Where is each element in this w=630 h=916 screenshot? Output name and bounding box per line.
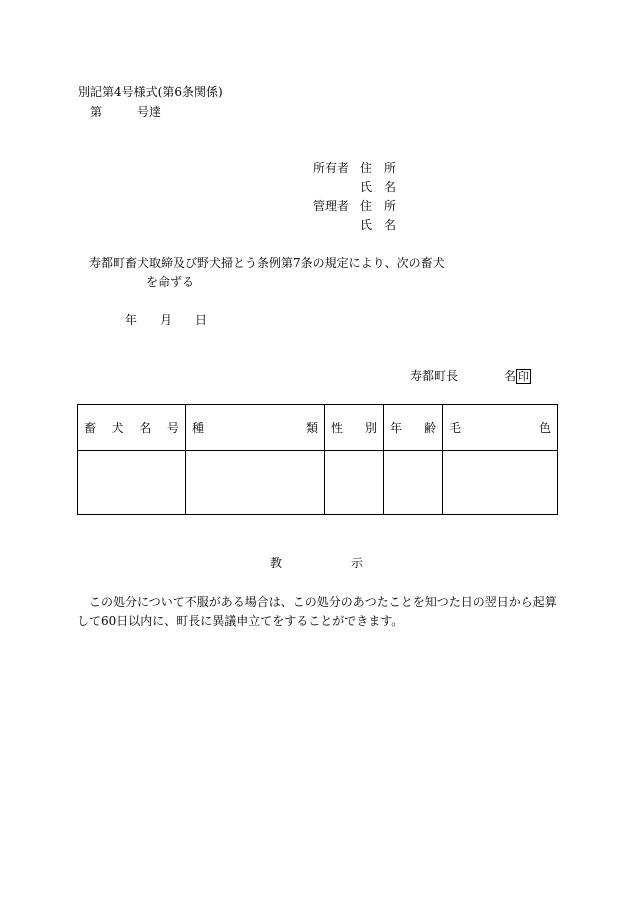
owner-address-char-1: 住 [360,161,373,175]
seal-mark: 印 [518,370,530,383]
notice-title-char-2: 示 [351,556,364,570]
issuer-title: 寿都町長 [410,369,459,383]
manager-name-char-2: 名 [384,218,397,232]
order-text-line-1: 寿都町畜犬取締及び野犬掃とう条例第7条の規定により、次の畜犬 [89,256,445,270]
issuer-name-mark [504,368,531,384]
owner-name-char-2: 名 [384,180,397,194]
cell-coat-color [443,451,558,515]
cell-breed [186,451,325,515]
order-text-line-2: を命ずる [146,275,195,289]
notice-text-line-1: この処分について不服がある場合は、この処分のあつたことを知つた日の翌日から起算 [89,595,557,609]
cell-sex [325,451,384,515]
manager-address-char-1: 住 [360,199,373,213]
header-dog-name: 畜 犬 名 号 [78,405,186,451]
date-month: 月 [160,313,173,327]
date-year: 年 [125,313,138,327]
manager-name-char-1: 氏 [360,218,373,232]
number-suffix: 号達 [137,105,162,119]
header-coat-color: 毛 色 [443,405,558,451]
date-day: 日 [195,313,208,327]
notice-text-line-2: して60日以内に、町長に異議申立てをすることができます。 [77,614,404,628]
header-breed: 種 類 [186,405,325,451]
owner-address-char-2: 所 [384,161,397,175]
notice-title-char-1: 教 [270,556,283,570]
owner-label: 所有者 [313,161,350,175]
header-sex: 性 別 [325,405,384,451]
name-mark-text: 名 [504,369,517,383]
dog-info-table [77,404,558,515]
table-row [78,451,558,515]
manager-label: 管理者 [313,199,350,213]
cell-dog-name [78,451,186,515]
number-prefix: 第 [90,105,103,119]
manager-address-char-2: 所 [384,199,397,213]
header-age: 年 齢 [384,405,443,451]
owner-name-char-1: 氏 [360,180,373,194]
cell-age [384,451,443,515]
form-reference: 別記第4号様式(第6条関係) [78,85,223,99]
table-header-row [78,405,558,451]
